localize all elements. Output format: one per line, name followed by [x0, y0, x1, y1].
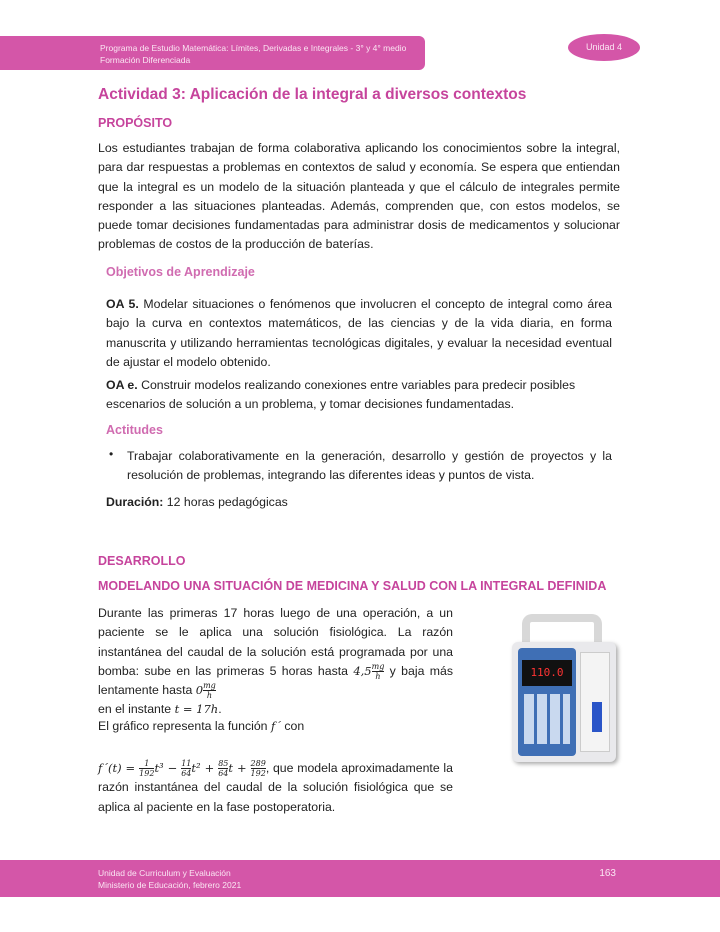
t-value: t = 17h	[174, 702, 219, 717]
footer-banner	[0, 860, 720, 897]
problem-text-3: en el instante	[98, 702, 175, 717]
duracion-value: 12 horas pedagógicas	[163, 495, 288, 509]
formula-paragraph: f´(t) = $\frac{1}{192}$ t³ − $\frac{11}{64}$ t² + $\frac{85}{64}$ t + $\frac{289}{192}$ , que modela aproximadamente la razón instantánea del caudal de la solución fisiológica que se aplica al paciente en la fase postoperatoria.	[98, 759, 453, 814]
value-0: 0	[195, 683, 204, 698]
bullet: •	[109, 447, 114, 461]
formula-description: , que modela aproximadamente la razón instantánea del caudal de la solución fisiológica que se aplica al paciente en la fase postoperatoria.	[98, 761, 453, 814]
pump-display: 110.0	[522, 660, 572, 686]
oa5-label: OA 5.	[106, 297, 139, 311]
page-title: Actividad 3: Aplicación de la integral a diversos contextos	[98, 86, 527, 103]
desarrollo-subheading: MODELANDO UNA SITUACIÓN DE MEDICINA Y SALUD CON LA INTEGRAL DEFINIDA	[98, 579, 607, 593]
unit-mg-h: $\frac{mg}{h}$	[371, 662, 385, 682]
proposito-text: Los estudiantes trabajan de forma colaborativa aplicando los conocimientos sobre la integral, para dar respuestas a problemas en contextos de salud y economía. Se espera que entiendan que la integral es un modelo de la situación planteada y que el cálculo de integrales permite responder a las situaciones planteadas. Además, comprenden que, con estos modelos, se puede tomar decisiones fundamentadas para administrar dosis de medicamentos y solucionar problemas de costos de la producción de baterías.	[98, 141, 620, 252]
fprime: f´	[270, 719, 281, 733]
header-subtitle: Formación Diferenciada	[100, 55, 191, 65]
oae-text	[106, 376, 612, 415]
oa5-text	[106, 295, 612, 372]
problem-text: Durante las primeras 17 horas luego de una operación, a un paciente se le aplica una solución fisiológica. La razón instantánea del caudal de la solución está programada por una bomba: sube en las primeras 5 horas hasta 4,5 $\frac{mg}{h}$ y baja más lentamente hasta 0 $\frac{mg}{h}$ en el instante t = 17h.	[98, 606, 453, 717]
infusion-pump-image	[500, 612, 630, 767]
desarrollo-heading: DESARROLLO	[98, 554, 186, 568]
duracion-label: Duración:	[106, 495, 164, 509]
page-number: 163	[599, 868, 616, 879]
oa5-body: Modelar situaciones o fenómenos que involucren el concepto de integral como área bajo la curva en contextos matemáticos, de las ciencias y de la vida diaria, en forma manuscrita y utilizando herramientas tecnológicas digitales, y evaluar la necesidad eventual de ajustar el modelo obtenido.	[106, 297, 612, 369]
problem-text-2: y baja más lentamente hasta	[98, 663, 453, 698]
formula-lhs: f´(t) =	[98, 761, 140, 775]
objetivos-heading: Objetivos de Aprendizaje	[106, 265, 255, 279]
header-banner	[0, 36, 425, 70]
actitudes-item: Trabajar colaborativamente en la generación, desarrollo y gestión de proyectos y la resolución de problemas, integrando las diferentes ideas y puntos de vista.	[127, 449, 612, 483]
unit-mg-h-2: $\frac{mg}{h}$	[203, 681, 216, 701]
duracion	[106, 493, 288, 512]
graph-intro-text: El gráfico representa la función	[98, 719, 271, 733]
oae-body: Construir modelos realizando conexiones entre variables para predecir posibles escenarios de solución a un problema, y tomar decisiones fundamentadas.	[106, 378, 576, 412]
footer-ministry: Ministerio de Educación, febrero 2021	[98, 880, 242, 890]
oae-label: OA e.	[106, 378, 138, 392]
problem-text-1: Durante las primeras 17 horas luego de una operación, a un paciente se le aplica una solución fisiológica. La razón instantánea del caudal de la solución está programada por una bomba: sube en las primeras 5 horas hasta	[98, 606, 453, 678]
value-4-5: 4,5	[353, 663, 372, 678]
actitudes-heading: Actitudes	[106, 423, 163, 437]
header-program: Programa de Estudio Matemática: Límites, Derivadas e Integrales - 3° y 4° medio	[100, 43, 407, 53]
unit-badge: Unidad 4	[568, 34, 640, 61]
proposito-heading: PROPÓSITO	[98, 116, 173, 130]
graph-intro	[98, 717, 304, 736]
graph-intro-con: con	[280, 719, 305, 733]
footer-unit: Unidad de Curriculum y Evaluación	[98, 868, 231, 878]
